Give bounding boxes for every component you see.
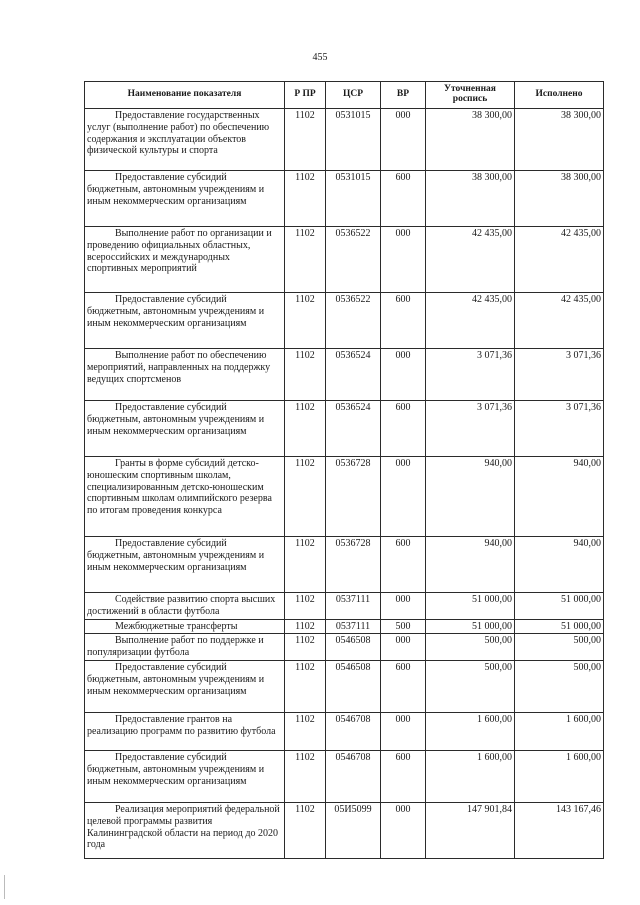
cell-expense-type: 000 — [381, 227, 426, 293]
header-indicator-name: Наименование показателя — [85, 82, 285, 109]
cell-executed: 940,00 — [515, 537, 604, 593]
cell-expense-type: 000 — [381, 593, 426, 620]
cell-target-article: 0536522 — [326, 293, 381, 349]
header-target-article: ЦСР — [326, 82, 381, 109]
cell-adjusted-schedule: 3 071,36 — [426, 349, 515, 401]
cell-section-subsection: 1102 — [285, 802, 326, 858]
table-row — [85, 537, 604, 593]
cell-expense-type: 500 — [381, 619, 426, 634]
cell-executed: 38 300,00 — [515, 109, 604, 171]
cell-target-article: 0536728 — [326, 457, 381, 537]
cell-target-article: 05И5099 — [326, 802, 381, 858]
cell-expense-type: 600 — [381, 401, 426, 457]
table-row — [85, 401, 604, 457]
page-number: 455 — [312, 52, 328, 63]
table-row — [85, 750, 604, 802]
cell-executed: 500,00 — [515, 634, 604, 661]
table-row — [85, 457, 604, 537]
cell-section-subsection: 1102 — [285, 457, 326, 537]
cell-adjusted-schedule: 940,00 — [426, 537, 515, 593]
table-row — [85, 171, 604, 227]
cell-section-subsection: 1102 — [285, 171, 326, 227]
cell-target-article: 0546508 — [326, 660, 381, 712]
cell-indicator-name: Предоставление субсидий бюджетным, автономным учреждениям и иным некоммерческим организациям — [85, 401, 285, 457]
scan-margin-mark — [4, 875, 7, 899]
cell-executed: 51 000,00 — [515, 593, 604, 620]
table-row — [85, 634, 604, 661]
cell-executed: 1 600,00 — [515, 712, 604, 750]
cell-target-article: 0531015 — [326, 171, 381, 227]
cell-target-article: 0537111 — [326, 593, 381, 620]
table-row — [85, 802, 604, 858]
header-expense-type: ВР — [381, 82, 426, 109]
cell-section-subsection: 1102 — [285, 537, 326, 593]
cell-expense-type: 000 — [381, 349, 426, 401]
cell-executed: 500,00 — [515, 660, 604, 712]
cell-indicator-name: Предоставление грантов на реализацию программ по развитию футбола — [85, 712, 285, 750]
cell-adjusted-schedule: 1 600,00 — [426, 712, 515, 750]
cell-indicator-name: Выполнение работ по обеспечению мероприятий, направленных на поддержку ведущих спортсменов — [85, 349, 285, 401]
cell-adjusted-schedule: 500,00 — [426, 660, 515, 712]
table-header-row — [85, 82, 604, 109]
cell-section-subsection: 1102 — [285, 750, 326, 802]
cell-expense-type: 600 — [381, 660, 426, 712]
cell-target-article: 0536728 — [326, 537, 381, 593]
cell-expense-type: 600 — [381, 750, 426, 802]
cell-expense-type: 000 — [381, 802, 426, 858]
cell-expense-type: 000 — [381, 457, 426, 537]
cell-section-subsection: 1102 — [285, 227, 326, 293]
cell-target-article: 0546708 — [326, 712, 381, 750]
cell-executed: 42 435,00 — [515, 293, 604, 349]
cell-executed: 3 071,36 — [515, 349, 604, 401]
cell-adjusted-schedule: 3 071,36 — [426, 401, 515, 457]
cell-section-subsection: 1102 — [285, 634, 326, 661]
cell-executed: 42 435,00 — [515, 227, 604, 293]
table-body — [85, 109, 604, 859]
cell-adjusted-schedule: 500,00 — [426, 634, 515, 661]
cell-adjusted-schedule: 42 435,00 — [426, 227, 515, 293]
cell-indicator-name: Предоставление субсидий бюджетным, автономным учреждениям и иным некоммерческим организациям — [85, 171, 285, 227]
cell-indicator-name: Выполнение работ по организации и проведению официальных областных, всероссийских и международных спортивных мероприятий — [85, 227, 285, 293]
cell-target-article: 0546508 — [326, 634, 381, 661]
cell-expense-type: 600 — [381, 171, 426, 227]
table-row — [85, 109, 604, 171]
cell-expense-type: 000 — [381, 712, 426, 750]
cell-target-article: 0536522 — [326, 227, 381, 293]
cell-indicator-name: Гранты в форме субсидий детско-юношеским спортивным школам, специализированным детско-юношеским спортивным школам олимпийского резерва по итогам проведения конкурса — [85, 457, 285, 537]
cell-adjusted-schedule: 940,00 — [426, 457, 515, 537]
cell-target-article: 0531015 — [326, 109, 381, 171]
cell-expense-type: 000 — [381, 109, 426, 171]
cell-adjusted-schedule: 38 300,00 — [426, 171, 515, 227]
cell-section-subsection: 1102 — [285, 293, 326, 349]
cell-expense-type: 000 — [381, 634, 426, 661]
cell-section-subsection: 1102 — [285, 712, 326, 750]
cell-adjusted-schedule: 38 300,00 — [426, 109, 515, 171]
cell-target-article: 0536524 — [326, 349, 381, 401]
table-row — [85, 619, 604, 634]
cell-indicator-name: Предоставление субсидий бюджетным, автономным учреждениям и иным некоммерческим организациям — [85, 750, 285, 802]
cell-indicator-name: Предоставление субсидий бюджетным, автономным учреждениям и иным некоммерческим организациям — [85, 293, 285, 349]
cell-executed: 940,00 — [515, 457, 604, 537]
cell-section-subsection: 1102 — [285, 349, 326, 401]
cell-adjusted-schedule: 51 000,00 — [426, 593, 515, 620]
cell-adjusted-schedule: 147 901,84 — [426, 802, 515, 858]
cell-indicator-name: Содействие развитию спорта высших достижений в области футбола — [85, 593, 285, 620]
cell-target-article: 0536524 — [326, 401, 381, 457]
header-executed: Исполнено — [515, 82, 604, 109]
cell-executed: 38 300,00 — [515, 171, 604, 227]
cell-adjusted-schedule: 42 435,00 — [426, 293, 515, 349]
cell-section-subsection: 1102 — [285, 109, 326, 171]
cell-indicator-name: Выполнение работ по поддержке и популяризации футбола — [85, 634, 285, 661]
cell-indicator-name: Предоставление субсидий бюджетным, автономным учреждениям и иным некоммерческим организациям — [85, 660, 285, 712]
cell-expense-type: 600 — [381, 293, 426, 349]
cell-expense-type: 600 — [381, 537, 426, 593]
table-row — [85, 593, 604, 620]
cell-section-subsection: 1102 — [285, 619, 326, 634]
table-row — [85, 660, 604, 712]
cell-indicator-name: Предоставление субсидий бюджетным, автономным учреждениям и иным некоммерческим организациям — [85, 537, 285, 593]
table-row — [85, 712, 604, 750]
cell-adjusted-schedule: 1 600,00 — [426, 750, 515, 802]
cell-section-subsection: 1102 — [285, 401, 326, 457]
cell-executed: 1 600,00 — [515, 750, 604, 802]
table-row — [85, 293, 604, 349]
cell-indicator-name: Предоставление государственных услуг (выполнение работ) по обеспечению содержания и эксплуатации объектов физической культуры и спорта — [85, 109, 285, 171]
cell-indicator-name: Межбюджетные трансферты — [85, 619, 285, 634]
cell-executed: 3 071,36 — [515, 401, 604, 457]
header-section-subsection: Р ПР — [285, 82, 326, 109]
table-row — [85, 349, 604, 401]
cell-target-article: 0537111 — [326, 619, 381, 634]
header-adjusted-schedule: Уточненная роспись — [426, 82, 515, 109]
cell-section-subsection: 1102 — [285, 660, 326, 712]
cell-adjusted-schedule: 51 000,00 — [426, 619, 515, 634]
cell-indicator-name: Реализация мероприятий федеральной целевой программы развития Калининградской области на период до 2020 года — [85, 802, 285, 858]
cell-executed: 143 167,46 — [515, 802, 604, 858]
cell-section-subsection: 1102 — [285, 593, 326, 620]
budget-execution-table — [84, 81, 604, 859]
cell-executed: 51 000,00 — [515, 619, 604, 634]
cell-target-article: 0546708 — [326, 750, 381, 802]
table-row — [85, 227, 604, 293]
